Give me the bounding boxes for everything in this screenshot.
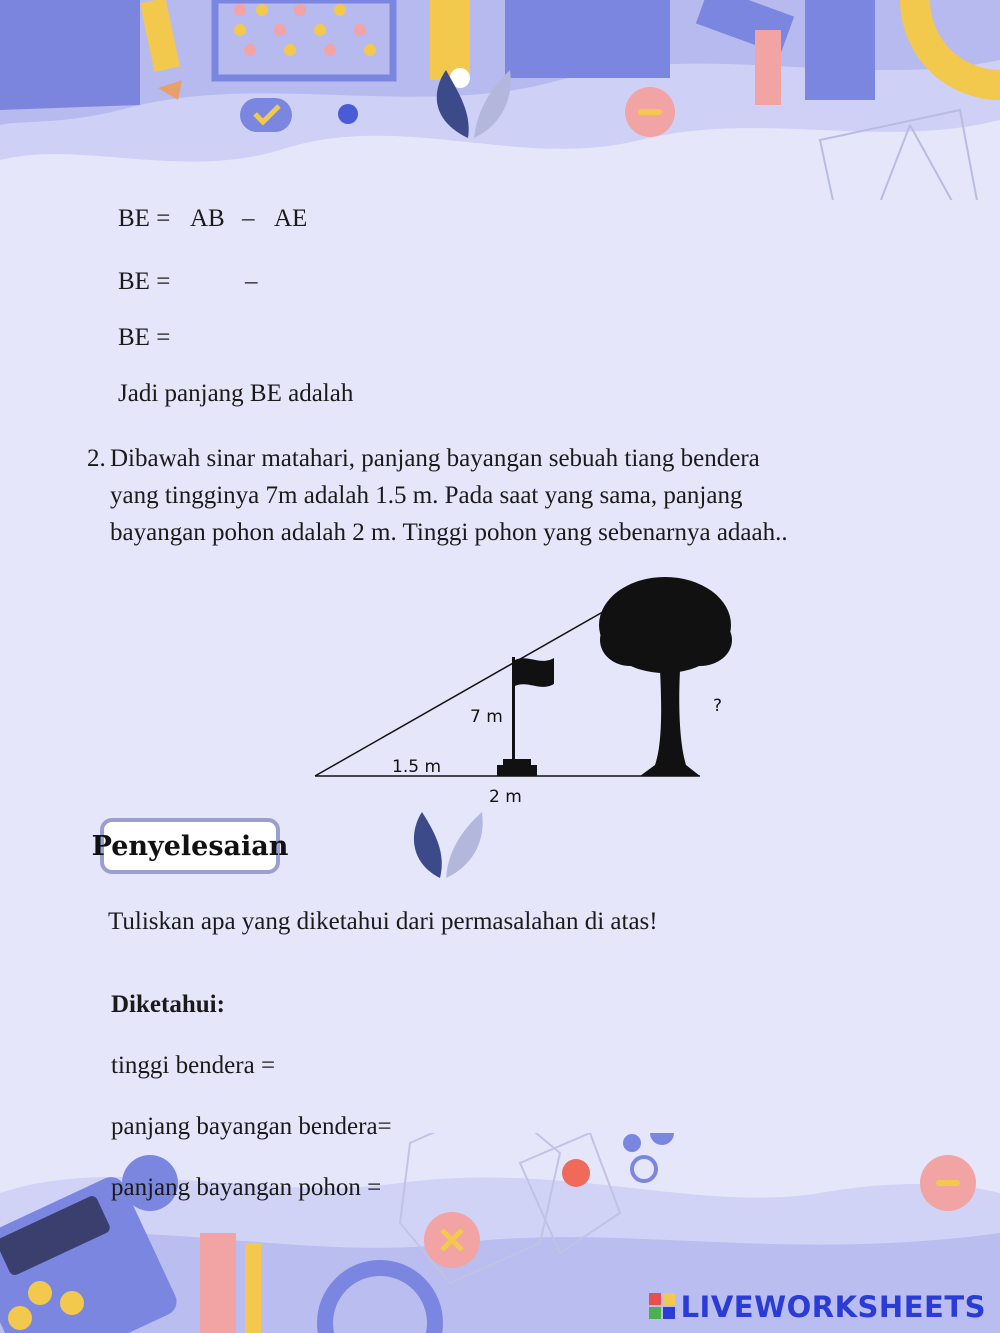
be-line-1-minus: –: [242, 205, 255, 232]
be-line-1-ab: AB: [190, 205, 225, 232]
penyelesaian-badge: [91, 818, 289, 874]
liveworksheets-mark-icon: [649, 1293, 677, 1321]
be-line-1-ae: AE: [274, 205, 308, 232]
set-square-icon: [805, 0, 875, 100]
be-line-2-minus: –: [245, 268, 258, 295]
flower-icon: [338, 104, 358, 124]
brand-text: LIVEWORKSHEETS: [680, 1290, 986, 1324]
question-line-3: bayangan pohon adalah 2 m. Tinggi pohon yang sebenarnya adaah..: [110, 519, 788, 546]
known-item-flag-shadow: panjang bayangan bendera=: [111, 1113, 392, 1140]
question-line-1: Dibawah sinar matahari, panjang bayangan sebuah tiang bendera: [110, 445, 760, 472]
leaf-logo-icon: [408, 808, 488, 880]
known-item-flag-height: tinggi bendera =: [111, 1052, 276, 1079]
be-line-1-lhs: BE =: [118, 205, 171, 232]
sun-ray-line: [315, 605, 615, 776]
badge-label: Penyelesaian: [91, 830, 289, 862]
flag-icon: [497, 657, 554, 776]
tree-shadow-label: 2 m: [489, 787, 522, 807]
ruler-icon: [430, 0, 470, 88]
top-decoration: [0, 0, 1000, 200]
flag-height-label: 7 m: [470, 707, 503, 727]
minus-dot-icon: [562, 1159, 590, 1187]
be-line-1: [118, 205, 308, 233]
tree-icon: [599, 577, 732, 776]
tree-height-label: ?: [713, 696, 723, 716]
flower-icon: [623, 1134, 641, 1152]
question-line-2: yang tingginya 7m adalah 1.5 m. Pada saat yang sama, panjang: [110, 482, 743, 509]
be-line-3: BE =: [118, 324, 171, 351]
cube-icon: [505, 0, 670, 78]
known-heading: Diketahui:: [111, 991, 225, 1018]
instruction-text: Tuliskan apa yang diketahui dari permasalahan di atas!: [108, 908, 658, 935]
known-item-tree-shadow: panjang bayangan pohon =: [111, 1174, 382, 1201]
be-line-2-lhs: BE =: [118, 268, 171, 295]
check-badge-icon: [240, 98, 292, 132]
shadow-figure: [300, 570, 750, 815]
conclusion-text: Jadi panjang BE adalah: [118, 380, 354, 407]
liveworksheets-logo: [649, 1289, 986, 1325]
be-line-2: [118, 268, 258, 296]
flag-shadow-label: 1.5 m: [392, 757, 441, 777]
pencil-icon: [245, 1243, 261, 1333]
question-number: 2.: [87, 445, 106, 472]
ruler-icon: [200, 1233, 236, 1333]
